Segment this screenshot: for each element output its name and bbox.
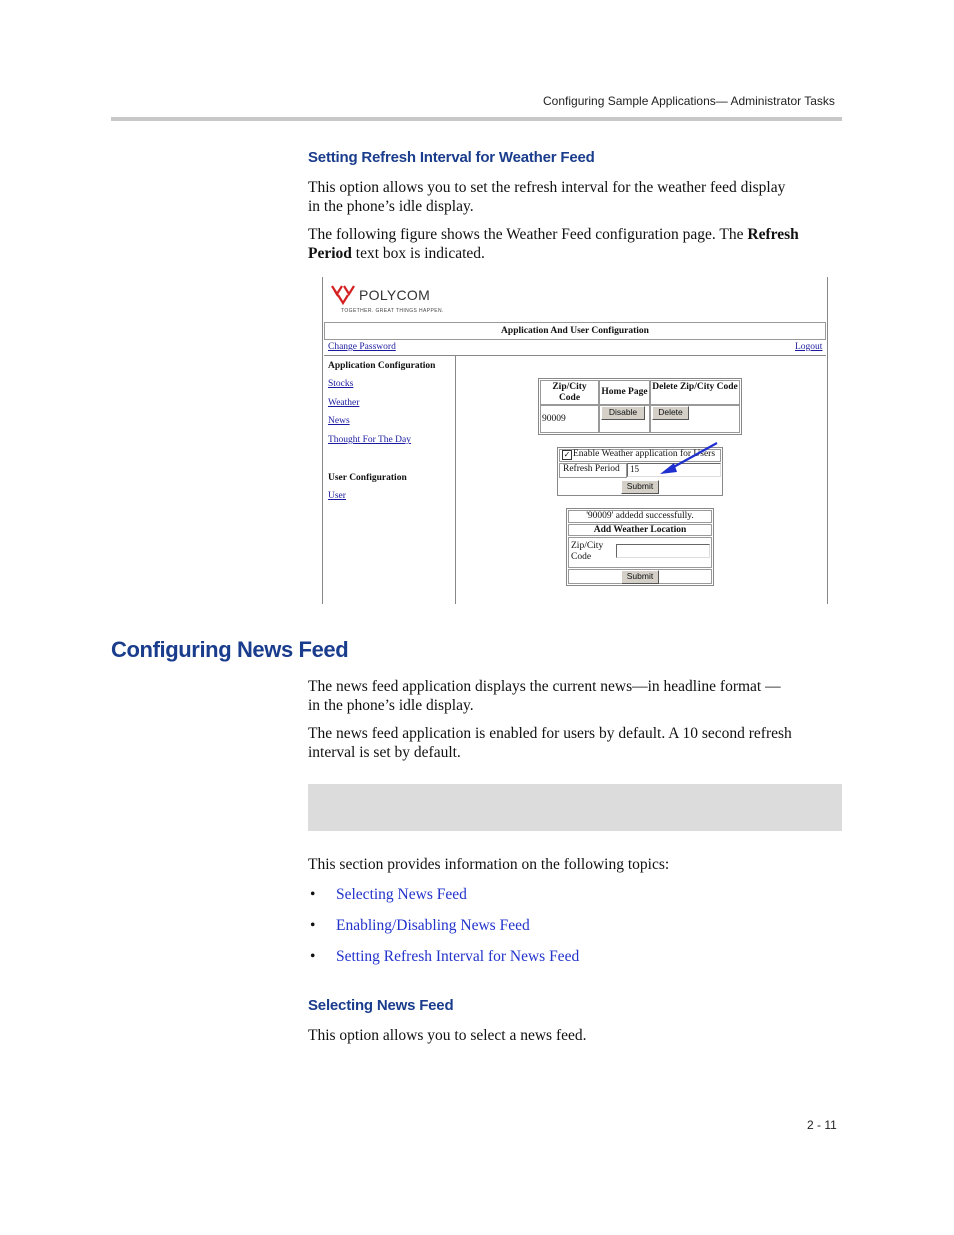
enable-checkbox[interactable]: ✓	[563, 450, 571, 459]
zip-city-input[interactable]	[616, 544, 710, 558]
para-line: interval is set by default.	[308, 744, 461, 761]
label-line: Zip/City	[571, 541, 604, 551]
header-rule	[111, 117, 842, 121]
note-box	[308, 784, 842, 831]
polycom-logo-icon	[330, 283, 356, 307]
para-line: in the phone’s idle display.	[308, 198, 474, 215]
col-header-delete	[650, 380, 740, 405]
para-line: The news feed application displays the current news—in headline format —	[308, 678, 781, 695]
running-header: Configuring Sample Applications— Administrator Tasks	[543, 94, 835, 108]
weather-config-screenshot	[322, 277, 828, 604]
bullet: •	[310, 886, 316, 903]
section-heading-weather-refresh: Setting Refresh Interval for Weather Feed	[308, 149, 595, 166]
success-message: '90009' addedd successfully.	[568, 510, 712, 523]
nav-link-thought[interactable]: Thought For The Day	[328, 435, 411, 445]
app-config-heading: Application Configuration	[328, 361, 436, 371]
text-run: text box is indicated.	[351, 245, 485, 262]
col-header-zip	[540, 380, 599, 405]
config-title-bar	[324, 322, 826, 340]
logo-text: POLYCOM	[359, 287, 431, 303]
col-header-homepage	[599, 380, 650, 405]
section-heading-selecting-news: Selecting News Feed	[308, 997, 454, 1014]
zip-value: 90009	[542, 414, 566, 424]
config-title: Application And User Configuration	[501, 326, 649, 336]
topic-link-selecting[interactable]: Selecting News Feed	[336, 886, 467, 903]
frame-right	[827, 277, 828, 604]
enable-checkbox-label: Enable Weather application for Users	[573, 449, 716, 459]
section2-paragraph-2	[308, 724, 848, 762]
change-password-link[interactable]: Change Password	[328, 342, 396, 352]
refresh-submit-button[interactable]: Submit	[621, 480, 659, 494]
header-text: Delete Zip/City Code	[652, 382, 738, 392]
add-location-heading: Add Weather Location	[568, 524, 712, 536]
section1-paragraph-1	[308, 178, 848, 216]
bold-run: Refresh	[747, 226, 799, 243]
header-text: Home Page	[601, 387, 648, 397]
frame-left	[322, 277, 323, 604]
bold-run: Period	[308, 245, 352, 262]
para-line: This option allows you to set the refresh interval for the weather feed display	[308, 179, 786, 196]
logout-link[interactable]: Logout	[795, 342, 823, 352]
text-run: The following figure shows the Weather Feed configuration page. The	[308, 226, 748, 243]
bullet: •	[310, 948, 316, 965]
para-line	[308, 244, 848, 263]
topics-intro: This section provides information on the following topics:	[308, 856, 670, 873]
divider	[324, 355, 826, 356]
para-line	[308, 225, 848, 244]
user-config-heading: User Configuration	[328, 473, 407, 483]
nav-link-user[interactable]: User	[328, 491, 346, 501]
topic-link-refresh[interactable]: Setting Refresh Interval for News Feed	[336, 948, 580, 965]
section3-paragraph: This option allows you to select a news feed.	[308, 1027, 587, 1044]
logo-tagline: TOGETHER. GREAT THINGS HAPPEN.	[341, 308, 444, 314]
zip-field-label	[571, 541, 603, 563]
header-text: Zip/City Code	[552, 382, 587, 403]
section1-paragraph-2	[308, 225, 848, 263]
zip-cell	[540, 405, 599, 433]
refresh-period-input[interactable]: 15	[627, 463, 721, 477]
add-location-submit-button[interactable]: Submit	[621, 570, 659, 584]
topic-link-enabling[interactable]: Enabling/Disabling News Feed	[336, 917, 530, 934]
nav-column-divider	[455, 356, 456, 604]
bullet: •	[310, 917, 316, 934]
label-line: Code	[571, 552, 592, 562]
section2-paragraph-1	[308, 677, 848, 715]
section-heading-news-feed: Configuring News Feed	[111, 637, 349, 662]
nav-link-news[interactable]: News	[328, 416, 350, 426]
disable-button[interactable]: Disable	[601, 406, 645, 420]
nav-link-weather[interactable]: Weather	[328, 398, 360, 408]
para-line: in the phone’s idle display.	[308, 697, 474, 714]
page-number: 2 - 11	[807, 1118, 837, 1132]
refresh-period-label: Refresh Period	[563, 464, 620, 474]
nav-link-stocks[interactable]: Stocks	[328, 379, 354, 389]
para-line: The news feed application is enabled for users by default. A 10 second refresh	[308, 725, 792, 742]
delete-button[interactable]: Delete	[652, 406, 689, 420]
callout-arrow-icon	[652, 440, 722, 478]
